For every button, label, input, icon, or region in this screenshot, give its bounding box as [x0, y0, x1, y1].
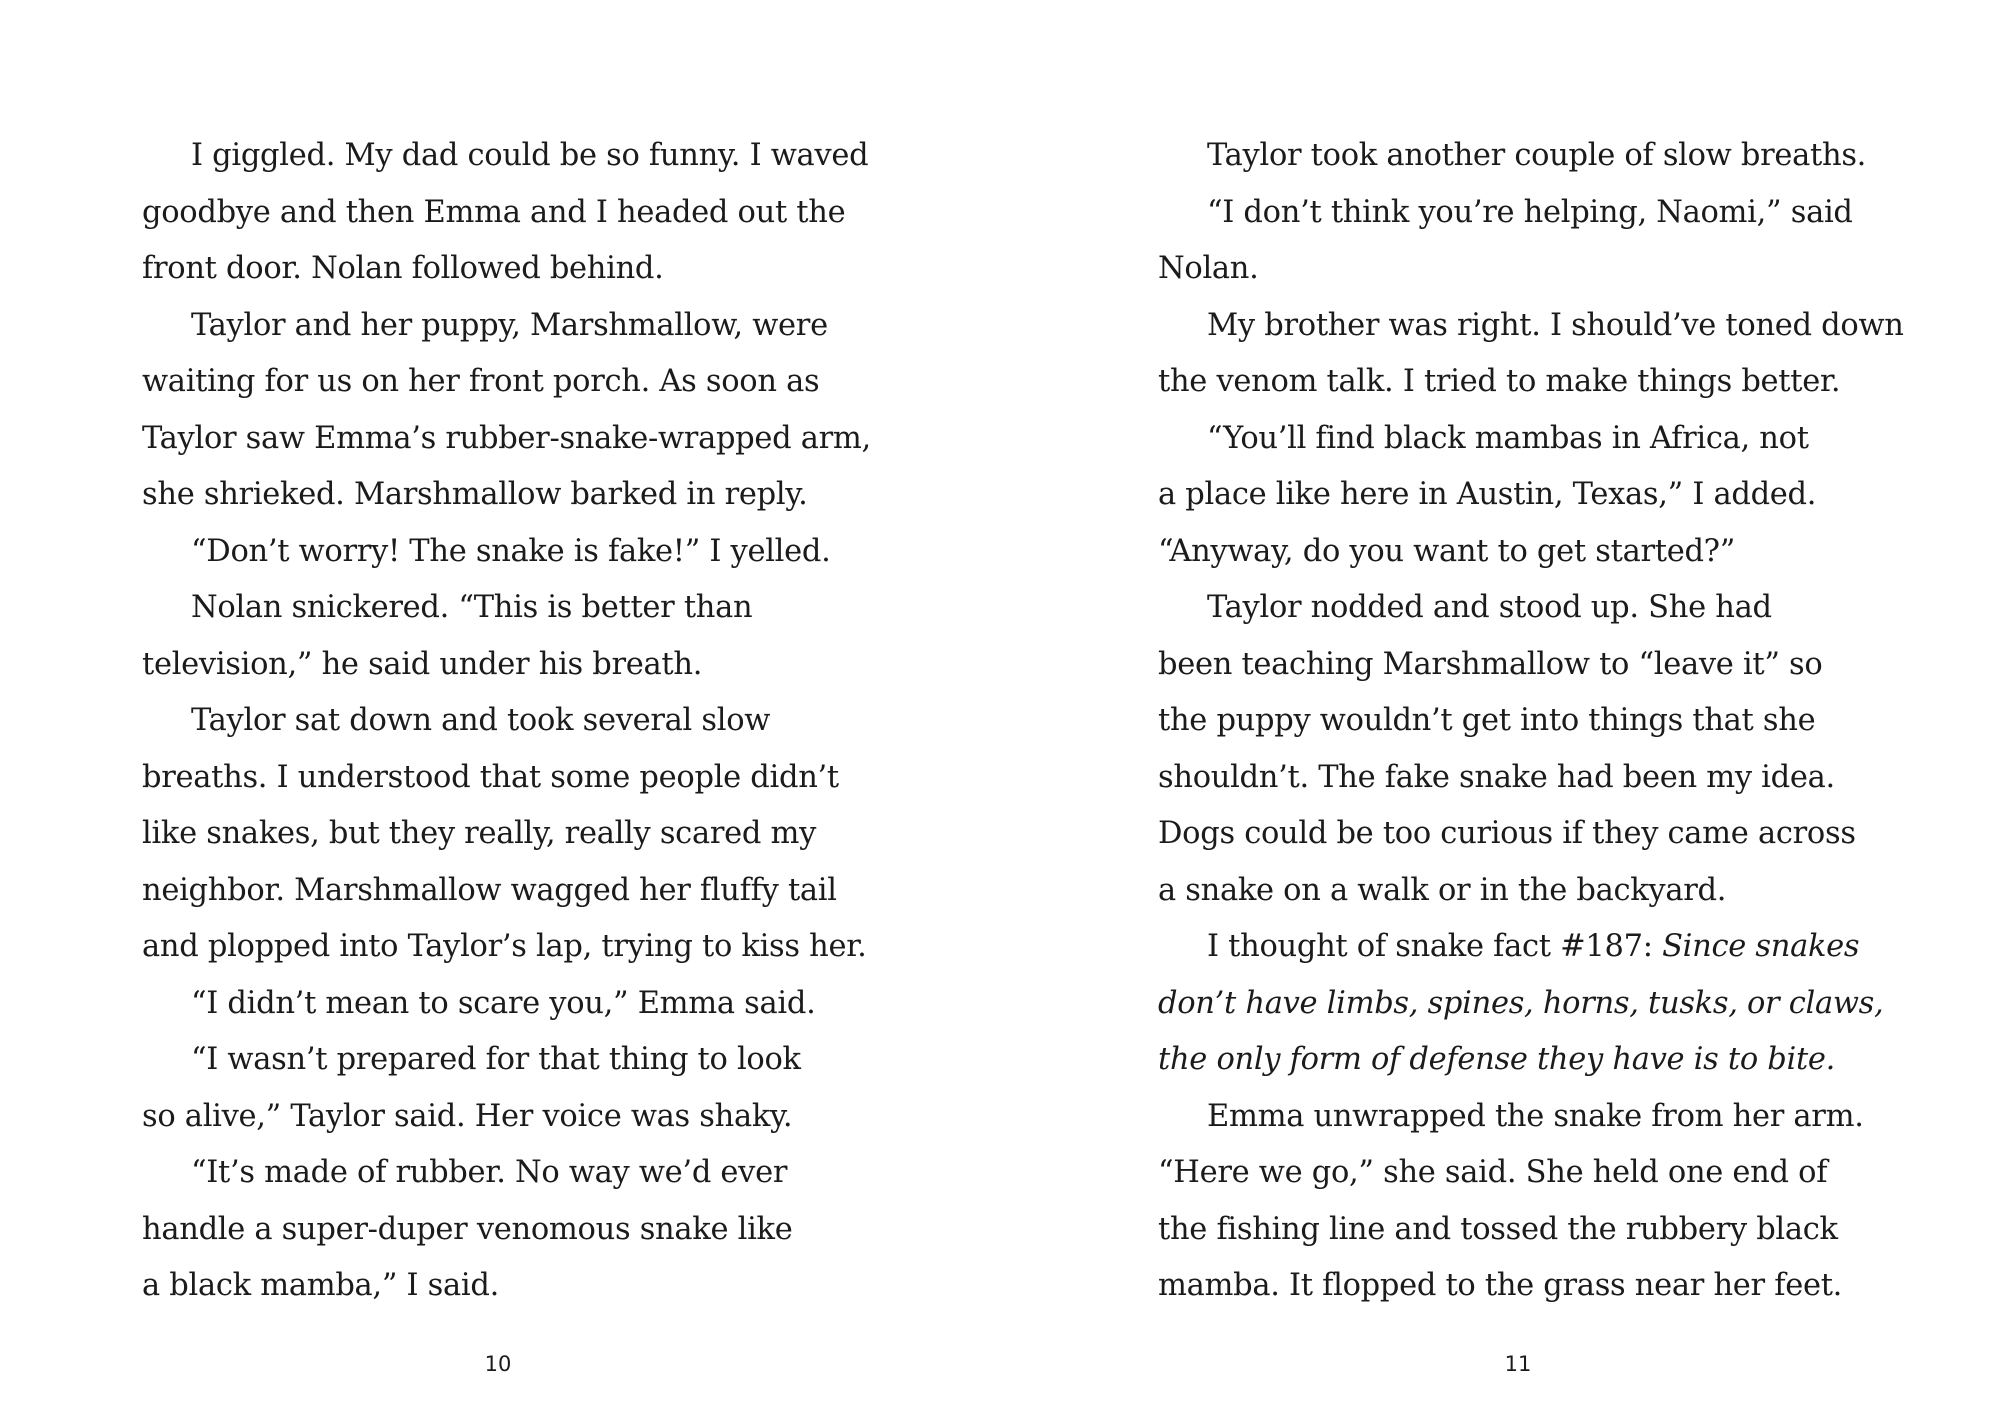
text-line: “Don’t worry! The snake is fake!” I yelled. — [191, 533, 831, 569]
text-line: handle a super-duper venomous snake like — [142, 1211, 793, 1247]
text-line: neighbor. Marshmallow wagged her fluffy tail — [142, 872, 837, 908]
right-page — [1000, 0, 2000, 1428]
text-line: the fishing line and tossed the rubbery black — [1158, 1211, 1838, 1247]
text-line: so alive,” Taylor said. Her voice was shaky. — [142, 1098, 793, 1134]
page-number: 10 — [484, 1352, 512, 1376]
text-line: Taylor saw Emma’s rubber-snake-wrapped arm, — [142, 420, 871, 456]
text-line: Dogs could be too curious if they came across — [1158, 816, 1856, 851]
left-page-text — [142, 128, 892, 1315]
text-line: goodbye and then Emma and I headed out the — [142, 194, 846, 230]
text-line: a snake on a walk or in the backyard. — [1158, 872, 1727, 908]
text-line: Taylor and her puppy, Marshmallow, were — [191, 307, 828, 343]
text-line: don’t have limbs, spines, horns, tusks, or claws, — [1158, 985, 1884, 1021]
text-line — [1158, 919, 1898, 976]
text-line: the only form of defense they have is to bite. — [1158, 1042, 1836, 1077]
text-line: waiting for us on her front porch. As soon as — [142, 364, 820, 399]
text-line: “Anyway, do you want to get started?” — [1158, 533, 1736, 569]
text-line: a place like here in Austin, Texas,” I added. — [1158, 477, 1817, 512]
text-line: front door. Nolan followed behind. — [142, 251, 664, 286]
right-page-text — [1158, 128, 1904, 1315]
text-line-italic: Since snakes — [1662, 929, 1860, 964]
text-line: Taylor nodded and stood up. She had — [1207, 590, 1772, 625]
text-line: she shrieked. Marshmallow barked in reply. — [142, 477, 808, 512]
text-line: “I wasn’t prepared for that thing to look — [191, 1042, 801, 1077]
text-line: Taylor sat down and took several slow — [191, 703, 771, 738]
text-line: television,” he said under his breath. — [142, 646, 703, 682]
text-line: Nolan snickered. “This is better than — [191, 590, 753, 625]
page-number: 11 — [1504, 1352, 1532, 1376]
text-line: Nolan. — [1158, 251, 1259, 286]
text-line: Emma unwrapped the snake from her arm. — [1207, 1098, 1864, 1134]
text-line: the puppy wouldn’t get into things that she — [1158, 703, 1816, 738]
text-line: “It’s made of rubber. No way we’d ever — [191, 1155, 788, 1190]
text-line: Taylor took another couple of slow breaths. — [1207, 138, 1867, 173]
text-line: I giggled. My dad could be so funny. I waved — [191, 138, 869, 173]
text-line: shouldn’t. The fake snake had been my idea. — [1158, 759, 1835, 795]
text-line-roman: I thought of snake fact #187: — [1207, 929, 1663, 964]
text-line: been teaching Marshmallow to “leave it” so — [1158, 646, 1823, 682]
text-line: “Here we go,” she said. She held one end of — [1158, 1155, 1828, 1190]
text-line: “You’ll find black mambas in Africa, not — [1207, 420, 1809, 456]
text-line: like snakes, but they really, really scared my — [142, 816, 817, 851]
text-line: My brother was right. I should’ve toned down — [1207, 307, 1904, 343]
text-line: “I don’t think you’re helping, Naomi,” said — [1207, 194, 1853, 230]
text-line: breaths. I understood that some people didn’t — [142, 759, 839, 795]
text-line: “I didn’t mean to scare you,” Emma said. — [191, 985, 816, 1021]
text-line: the venom talk. I tried to make things better. — [1158, 364, 1841, 399]
text-line: mamba. It flopped to the grass near her feet. — [1158, 1268, 1843, 1303]
text-line: a black mamba,” I said. — [142, 1268, 499, 1303]
text-line: and plopped into Taylor’s lap, trying to kiss her. — [142, 929, 867, 964]
